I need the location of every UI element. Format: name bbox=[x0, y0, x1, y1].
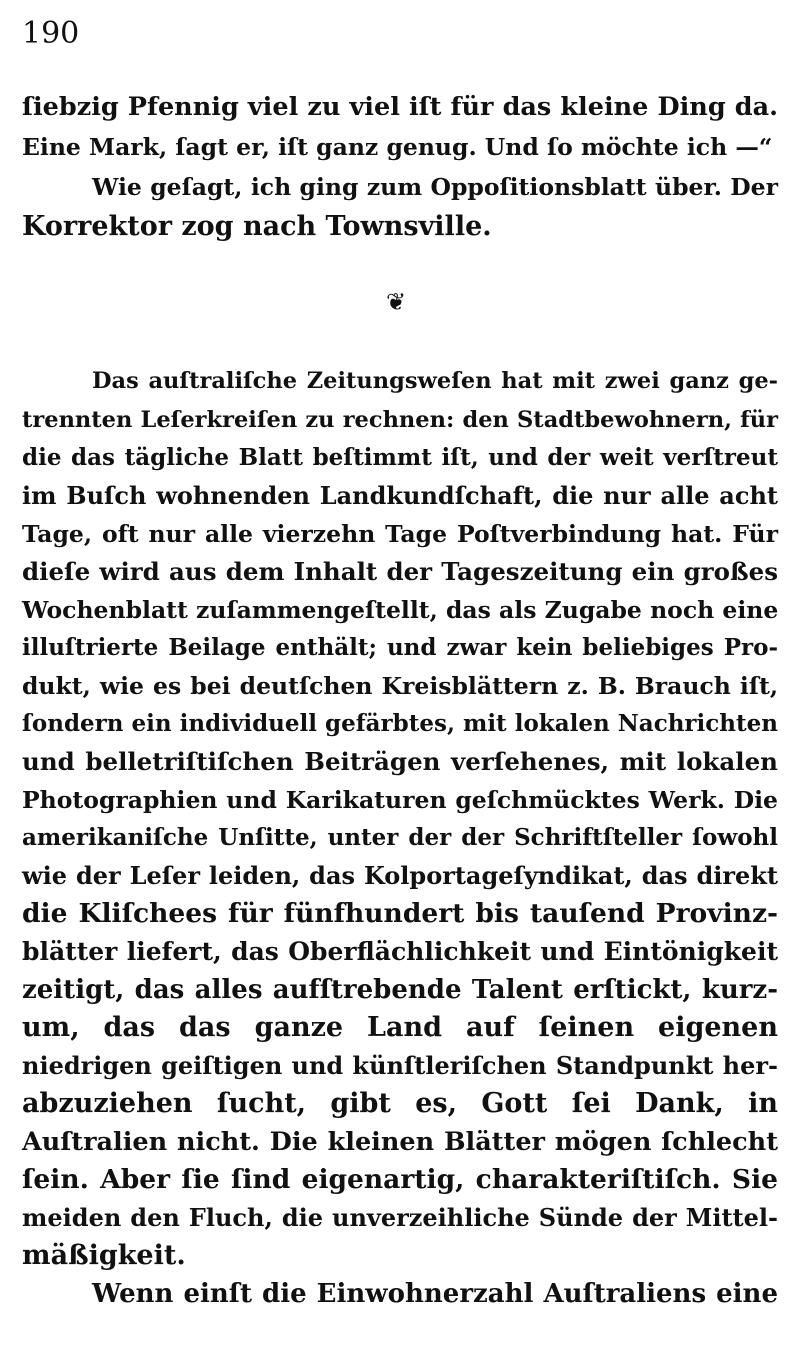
text-line: die Kliſchees für fünfhundert bis tauſend Provinz- bbox=[22, 898, 778, 929]
text-line: blätter liefert, das Oberflächlichkeit und Eintönigkeit bbox=[22, 937, 778, 966]
text-line: zeitigt, das alles aufſtrebende Talent erſtickt, kurz- bbox=[22, 975, 778, 1005]
page-number: 190 bbox=[22, 16, 80, 51]
text-line: ſondern ein individuell gefärbtes, mit lokalen Nachrichten bbox=[22, 710, 778, 737]
text-line: Tage, oft nur alle vierzehn Tage Poſtverbindung hat. Für bbox=[22, 520, 778, 548]
text-line: dukt, wie es bei deutſchen Kreisblättern z. B. Brauch iſt, bbox=[22, 672, 778, 700]
text-line: Wochenblatt zuſammengeſtellt, das als Zugabe noch eine bbox=[22, 596, 779, 624]
text-line: abzuziehen ſucht, gibt es, Gott ſei Dank, in bbox=[22, 1088, 778, 1119]
text-line: amerikaniſche Unſitte, unter der der Schriftſteller ſowohl bbox=[22, 824, 778, 851]
text-line: um, das das ganze Land auf ſeinen eigenen bbox=[22, 1012, 778, 1043]
text-line: die das tägliche Blatt beſtimmt iſt, und der weit verſtreut bbox=[22, 444, 778, 471]
text-line: Eine Mark, ſagt er, iſt ganz genug. Und ſo möchte ich —“ bbox=[22, 133, 773, 161]
text-line: ſein. Aber ſie ſind eigenartig, charakteriſtiſch. Sie bbox=[22, 1164, 778, 1195]
text-line: ſiebzig Pfennig viel zu viel iſt für das kleine Ding da. bbox=[22, 92, 778, 122]
text-line: mäßigkeit. bbox=[22, 1240, 186, 1271]
text-line: Auſtralien nicht. Die kleinen Blätter mögen ſchlecht bbox=[22, 1127, 778, 1157]
section-ornament: ❦ bbox=[386, 288, 407, 316]
text-line: illuſtrierte Beilage enthält; und zwar kein beliebiges Pro- bbox=[22, 634, 778, 661]
text-line: trennten Leſerkreiſen zu rechnen: den Stadtbewohnern, für bbox=[22, 407, 778, 433]
text-line: meiden den Fluch, die unverzeihliche Sünde der Mittel- bbox=[22, 1203, 778, 1232]
text-line: im Buſch wohnenden Landkundſchaft, die nur alle acht bbox=[22, 481, 778, 510]
text-line: niedrigen geiſtigen und künſtleriſchen Standpunkt her- bbox=[22, 1051, 778, 1080]
text-line: und belletriſtiſchen Beiträgen verſehenes, mit lokalen bbox=[22, 747, 778, 776]
text-line: Korrektor zog nach Townsville. bbox=[22, 211, 492, 242]
text-line: Das auſtraliſche Zeitungsweſen hat mit zwei ganz ge- bbox=[92, 368, 778, 394]
text-line: Wenn einſt die Einwohnerzahl Auſtraliens eine bbox=[92, 1279, 778, 1309]
text-line: dieſe wird aus dem Inhalt der Tageszeitung ein großes bbox=[22, 557, 778, 586]
text-line: Photographien und Karikaturen geſchmücktes Werk. Die bbox=[22, 786, 778, 814]
text-line: Wie geſagt, ich ging zum Oppoſitionsblatt über. Der bbox=[92, 173, 778, 201]
text-line: wie der Leſer leiden, das Kolportageſyndikat, das direkt bbox=[22, 861, 778, 890]
